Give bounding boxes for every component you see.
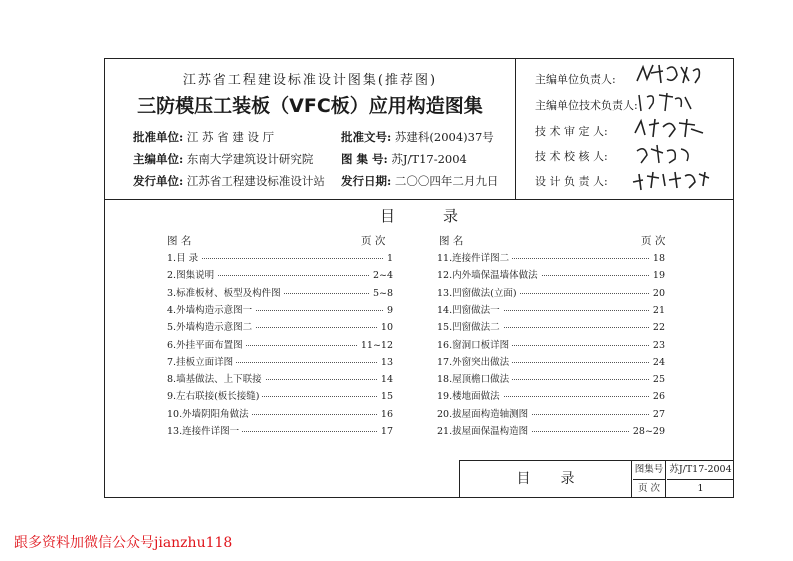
- editor-unit: 东南大学建筑设计研究院: [186, 152, 314, 166]
- toc-item-title: 2.图集说明: [167, 269, 217, 283]
- toc-item-page: 28~29: [630, 425, 665, 439]
- toc-item: [167, 425, 393, 439]
- toc-item: [167, 408, 393, 422]
- title-block: [459, 460, 734, 498]
- left-col-head-page: 页 次: [361, 235, 386, 247]
- toc-item-title: 3.标准板材、板型及构件图: [167, 287, 284, 301]
- toc-item: [437, 425, 665, 439]
- resp-tech-lead: 主编单位技术负责人:: [535, 99, 638, 112]
- toc-item-title: 20.拔屋面构造轴测图: [437, 408, 531, 422]
- issue-unit: 江苏省工程建设标准设计站: [186, 174, 325, 188]
- toc-item: [437, 269, 665, 283]
- toc-item: [437, 304, 665, 318]
- toc-item-page: 15: [378, 390, 393, 404]
- toc-item: [167, 356, 393, 370]
- toc-item-page: 18: [650, 252, 665, 266]
- toc-item: [167, 252, 393, 266]
- toc-item: [437, 321, 665, 335]
- approval-unit-row: 批准单位: 江 苏 省 建 设 厅: [133, 130, 275, 144]
- toc-item-page: 5~8: [370, 287, 393, 301]
- issue-unit-row: 发行单位: 江苏省工程建设标准设计站: [133, 174, 325, 188]
- toc-item: [437, 373, 665, 387]
- toc-item-page: 21: [650, 304, 665, 318]
- responsibility-block: [517, 59, 733, 199]
- toc-item: [167, 304, 393, 318]
- approval-doc-row: 批准文号: 苏建科(2004)37号: [341, 130, 494, 144]
- header-left: [105, 59, 516, 199]
- toc-item-title: 13.凹窗做法(立面): [437, 287, 520, 301]
- title-block-name: 目录: [460, 461, 632, 498]
- issue-date: 二〇〇四年二月九日: [394, 174, 499, 188]
- toc-item: [167, 373, 393, 387]
- series-title: 江苏省工程建设标准设计图集(推荐图): [182, 73, 438, 88]
- toc-item-page: 20: [650, 287, 665, 301]
- toc-item: [437, 408, 665, 422]
- right-col-head-name: 图 名: [439, 235, 464, 247]
- toc-item-page: 14: [378, 373, 393, 387]
- title-block-atlas-no: 苏J/T17-2004: [667, 461, 734, 480]
- toc-item-page: 27: [650, 408, 665, 422]
- toc-item-title: 14.凹窗做法一: [437, 304, 503, 318]
- toc-item-title: 10.外墙阴阳角做法: [167, 408, 252, 422]
- resp-checker: 技 术 校 核 人:: [535, 150, 608, 163]
- toc-item: [437, 287, 665, 301]
- signature-4: [629, 141, 724, 167]
- toc-item-title: 12.内外墙保温墙体做法: [437, 269, 541, 283]
- title-block-page-label: 页 次: [633, 480, 666, 498]
- toc-item-title: 19.楼地面做法: [437, 390, 503, 404]
- toc-item-page: 2~4: [370, 269, 393, 283]
- signature-2: [629, 89, 724, 115]
- toc-item-page: 26: [650, 390, 665, 404]
- toc-item-page: 9: [384, 304, 393, 318]
- toc-item-title: 17.外窗突出做法: [437, 356, 512, 370]
- toc-item-page: 11~12: [358, 339, 393, 353]
- toc-item-page: 25: [650, 373, 665, 387]
- editor-unit-row: 主编单位: 东南大学建筑设计研究院: [133, 152, 314, 166]
- right-col-head-page: 页 次: [641, 235, 666, 247]
- toc-item-page: 13: [378, 356, 393, 370]
- resp-reviewer: 技 术 审 定 人:: [535, 125, 608, 138]
- toc-item: [167, 287, 393, 301]
- toc-item: [167, 269, 393, 283]
- toc-item-title: 7.挂板立面详图: [167, 356, 236, 370]
- issue-date-row: 发行日期: 二〇〇四年二月九日: [341, 174, 499, 188]
- toc-item: [437, 252, 665, 266]
- footer-note: 跟多资料加微信公众号jianzhu118: [14, 535, 233, 551]
- toc-item: [437, 339, 665, 353]
- toc-item-page: 10: [378, 321, 393, 335]
- toc-item-title: 16.窗洞口板详图: [437, 339, 512, 353]
- toc-item: [167, 390, 393, 404]
- toc-item-title: 11.连接件详图二: [437, 252, 512, 266]
- signature-5: [629, 166, 724, 192]
- title-block-page: 1: [697, 483, 704, 494]
- toc-item-page: 24: [650, 356, 665, 370]
- toc-title: 目录: [379, 207, 506, 225]
- toc-item: [437, 390, 665, 404]
- toc-item-title: 15.凹窗做法二: [437, 321, 503, 335]
- toc-item: [167, 321, 393, 335]
- toc-item-page: 1: [384, 252, 393, 266]
- toc-item-title: 13.连接件详图一: [167, 425, 242, 439]
- toc-item-title: 5.外墙构造示意图二: [167, 321, 255, 335]
- toc-item-page: 23: [650, 339, 665, 353]
- atlas-title: 三防模压工装板（VFC板）应用构造图集: [137, 95, 483, 117]
- toc-item-page: 19: [650, 269, 665, 283]
- resp-chief-editor: 主编单位负责人:: [535, 73, 616, 86]
- header-block: [105, 59, 733, 200]
- toc-item: [437, 356, 665, 370]
- atlas-no: 苏J/T17-2004: [391, 152, 467, 166]
- toc-item-title: 9.左右联接(板长接缝): [167, 390, 262, 404]
- toc-item-page: 22: [650, 321, 665, 335]
- toc-item-title: 18.屋顶檐口做法: [437, 373, 512, 387]
- toc-item: [167, 339, 393, 353]
- toc-item-title: 4.外墙构造示意图一: [167, 304, 255, 318]
- toc-item-page: 17: [378, 425, 393, 439]
- drawing-sheet: [104, 58, 734, 498]
- approval-doc: 苏建科(2004)37号: [394, 130, 494, 144]
- atlas-no-row: 图 集 号: 苏J/T17-2004: [341, 152, 467, 166]
- toc-item-page: 16: [378, 408, 393, 422]
- toc-item-title: 6.外挂平面布置图: [167, 339, 246, 353]
- toc-item-title: 1.目 录: [167, 252, 201, 266]
- signature-3: [629, 115, 724, 141]
- toc-item-title: 8.墙基做法、上下联接: [167, 373, 265, 387]
- toc-item-title: 21.拔屋面保温构造图: [437, 425, 531, 439]
- approval-unit: 江 苏 省 建 设 厅: [186, 130, 275, 144]
- signature-1: [629, 61, 724, 87]
- left-col-head-name: 图 名: [167, 235, 192, 247]
- title-block-atlas-label: 图集号: [633, 461, 666, 480]
- resp-designer: 设 计 负 责 人:: [535, 175, 608, 188]
